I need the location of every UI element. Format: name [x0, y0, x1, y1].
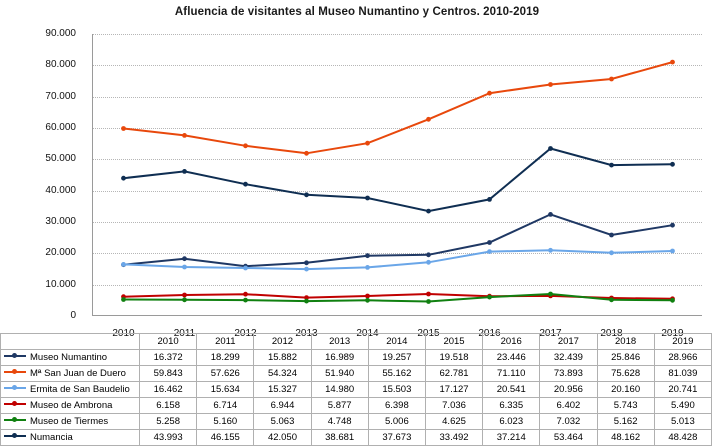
legend-swatch-icon: [4, 355, 26, 357]
series-point: [182, 265, 187, 270]
series-point: [121, 126, 126, 131]
table-cell-value: 5.258: [140, 414, 197, 430]
series-point: [426, 252, 431, 257]
table-cell-value: 15.634: [197, 382, 254, 398]
series-point: [548, 82, 553, 87]
table-cell-value: 20.541: [483, 382, 540, 398]
series-point: [365, 141, 370, 146]
table-cell-value: 5.877: [311, 398, 368, 414]
x-axis-tick-label: 2017: [539, 328, 562, 339]
table-column-header: 2013: [311, 334, 368, 350]
table-column-header: 2015: [425, 334, 482, 350]
table-cell-value: 42.050: [254, 430, 311, 446]
table-cell-value: 6.714: [197, 398, 254, 414]
table-column-header: 2012: [254, 334, 311, 350]
series-point: [670, 162, 675, 167]
series-point: [609, 233, 614, 238]
table-cell-value: 48.162: [597, 430, 654, 446]
table-cell-value: 37.214: [483, 430, 540, 446]
table-cell-value: 6.398: [368, 398, 425, 414]
series-point: [304, 192, 309, 197]
series-point: [304, 267, 309, 272]
legend-table-body: [1, 334, 712, 446]
table-cell-value: 51.940: [311, 366, 368, 382]
legend-swatch-icon: [4, 403, 26, 405]
series-point: [304, 151, 309, 156]
y-axis-tick-label: 10.000: [45, 278, 76, 290]
table-cell-value: 37.673: [368, 430, 425, 446]
y-axis-tick-label: 60.000: [45, 122, 76, 133]
series-point: [426, 260, 431, 265]
series-point: [243, 266, 248, 271]
y-axis-tick-label: 30.000: [45, 216, 76, 227]
legend-label: Museo de Tiermes: [30, 416, 109, 427]
y-axis-tick-label: 70.000: [45, 90, 76, 102]
table-row: [1, 382, 712, 398]
legend-series-name: [1, 350, 140, 366]
legend-data-table: [0, 333, 712, 446]
series-point: [670, 60, 675, 65]
plot-canvas: [45, 28, 702, 339]
table-cell-value: 54.324: [254, 366, 311, 382]
series-point: [548, 146, 553, 151]
series-point: [365, 298, 370, 303]
table-cell-value: 5.490: [654, 398, 711, 414]
x-axis-tick-label: 2016: [478, 328, 501, 339]
series-point: [670, 298, 675, 303]
y-axis-tick-label: 50.000: [45, 153, 76, 165]
series-point: [243, 298, 248, 303]
series-point: [670, 249, 675, 254]
table-column-header: 2010: [140, 334, 197, 350]
table-cell-value: 15.882: [254, 350, 311, 366]
table-cell-value: 25.846: [597, 350, 654, 366]
series-point: [304, 299, 309, 304]
table-cell-value: 53.464: [540, 430, 597, 446]
series-point: [121, 297, 126, 302]
table-cell-value: 19.257: [368, 350, 425, 366]
legend-label: Museo de Ambrona: [30, 400, 113, 411]
series-point: [670, 223, 675, 228]
table-cell-value: 55.162: [368, 366, 425, 382]
table-cell-value: 5.162: [597, 414, 654, 430]
x-axis-tick-label: 2014: [356, 328, 379, 339]
series-point: [182, 256, 187, 261]
table-cell-value: 23.446: [483, 350, 540, 366]
series-point: [182, 297, 187, 302]
table-cell-value: 7.036: [425, 398, 482, 414]
table-cell-value: 5.063: [254, 414, 311, 430]
legend-swatch-icon: [4, 371, 26, 373]
series-point: [548, 248, 553, 253]
legend-label: Numancia: [30, 432, 73, 443]
table-cell-value: 16.989: [311, 350, 368, 366]
series-point: [426, 299, 431, 304]
table-cell-value: 28.966: [654, 350, 711, 366]
legend-series-name: [1, 382, 140, 398]
table-cell-value: 33.492: [425, 430, 482, 446]
table-column-header: 2014: [368, 334, 425, 350]
legend-label: Museo Numantino: [30, 352, 108, 363]
series-point: [487, 91, 492, 96]
table-cell-value: 16.372: [140, 350, 197, 366]
table-column-header: 2019: [654, 334, 711, 350]
table-row: [1, 430, 712, 446]
legend-series-name: [1, 366, 140, 382]
series-line: [124, 250, 673, 269]
series-point: [548, 212, 553, 217]
series-line: [124, 214, 673, 266]
table-cell-value: 62.781: [425, 366, 482, 382]
series-lines: [93, 34, 703, 316]
table-row: [1, 350, 712, 366]
table-cell-value: 6.335: [483, 398, 540, 414]
series-point: [487, 295, 492, 300]
table-cell-value: 15.327: [254, 382, 311, 398]
legend-swatch-icon: [4, 419, 26, 421]
series-point: [121, 176, 126, 181]
y-axis-tick-label: 0: [70, 310, 76, 321]
table-cell-value: 59.843: [140, 366, 197, 382]
x-axis-tick-label: 2019: [661, 328, 684, 339]
series-line: [124, 149, 673, 212]
table-cell-value: 20.956: [540, 382, 597, 398]
x-axis-tick-label: 2013: [295, 328, 318, 339]
chart-title: Afluencia de visitantes al Museo Numantino y Centros. 2010-2019: [174, 6, 540, 18]
y-axis-tick-label: 90.000: [45, 28, 76, 39]
series-point: [609, 163, 614, 168]
x-axis-tick-label: 2012: [234, 328, 257, 339]
table-cell-value: 46.155: [197, 430, 254, 446]
series-point: [243, 182, 248, 187]
table-cell-value: 17.127: [425, 382, 482, 398]
legend-series-name: [1, 398, 140, 414]
table-row: [1, 414, 712, 430]
table-row: [1, 398, 712, 414]
series-point: [243, 143, 248, 148]
table-cell-value: 5.013: [654, 414, 711, 430]
x-axis-tick-label: 2018: [600, 328, 623, 339]
series-point: [609, 297, 614, 302]
series-line: [124, 62, 673, 153]
series-point: [182, 169, 187, 174]
legend-swatch-icon: [4, 435, 26, 437]
table-cell-value: 18.299: [197, 350, 254, 366]
table-cell-value: 20.160: [597, 382, 654, 398]
table-cell-value: 5.160: [197, 414, 254, 430]
legend-series-name: [1, 430, 140, 446]
series-point: [243, 292, 248, 297]
table-cell-value: 48.428: [654, 430, 711, 446]
table-cell-value: 57.626: [197, 366, 254, 382]
table-row: [1, 366, 712, 382]
series-point: [609, 250, 614, 255]
table-cell-value: 15.503: [368, 382, 425, 398]
table-cell-value: 16.462: [140, 382, 197, 398]
table-column-header: 2011: [197, 334, 254, 350]
series-point: [182, 293, 187, 298]
legend-series-name: [1, 414, 140, 430]
table-cell-value: 6.023: [483, 414, 540, 430]
table-cell-value: 43.993: [140, 430, 197, 446]
legend-swatch-icon: [4, 387, 26, 389]
table-cell-value: 71.110: [483, 366, 540, 382]
series-point: [426, 117, 431, 122]
series-point: [365, 253, 370, 258]
series-point: [121, 262, 126, 267]
legend-label: Mª San Juan de Duero: [30, 368, 126, 379]
table-cell-value: 4.748: [311, 414, 368, 430]
series-point: [487, 240, 492, 245]
series-point: [426, 209, 431, 214]
series-point: [365, 294, 370, 299]
series-point: [304, 260, 309, 265]
table-cell-value: 75.628: [597, 366, 654, 382]
y-axis-tick-label: 80.000: [45, 59, 76, 71]
table-cell-value: 81.039: [654, 366, 711, 382]
table-cell-value: 32.439: [540, 350, 597, 366]
table-cell-value: 14.980: [311, 382, 368, 398]
series-point: [487, 249, 492, 254]
table-column-header: 2018: [597, 334, 654, 350]
series-point: [365, 265, 370, 270]
table-cell-value: 6.402: [540, 398, 597, 414]
table-cell-value: 4.625: [425, 414, 482, 430]
series-point: [548, 292, 553, 297]
table-column-header: 2016: [483, 334, 540, 350]
table-cell-value: 73.893: [540, 366, 597, 382]
table-cell-value: 5.743: [597, 398, 654, 414]
x-axis-tick-label: 2010: [112, 328, 135, 339]
series-point: [182, 133, 187, 138]
table-cell-value: 6.944: [254, 398, 311, 414]
x-axis-tick-label: 2015: [417, 328, 440, 339]
legend-label: Ermita de San Baudelio: [30, 384, 130, 395]
series-point: [365, 196, 370, 201]
table-cell-value: 20.741: [654, 382, 711, 398]
series-point: [609, 77, 614, 82]
table-header-row: [1, 334, 712, 350]
table-column-header: 2017: [540, 334, 597, 350]
series-point: [487, 197, 492, 202]
table-cell-value: 6.158: [140, 398, 197, 414]
table-cell-value: 7.032: [540, 414, 597, 430]
plot-area: [0, 24, 714, 339]
table-cell-value: 19.518: [425, 350, 482, 366]
y-axis-tick-label: 20.000: [45, 247, 76, 259]
y-axis-tick-label: 40.000: [45, 184, 76, 196]
table-corner-cell: [1, 334, 140, 350]
table-cell-value: 5.006: [368, 414, 425, 430]
table-cell-value: 38.681: [311, 430, 368, 446]
series-point: [426, 292, 431, 297]
x-axis-tick-label: 2011: [173, 328, 196, 339]
